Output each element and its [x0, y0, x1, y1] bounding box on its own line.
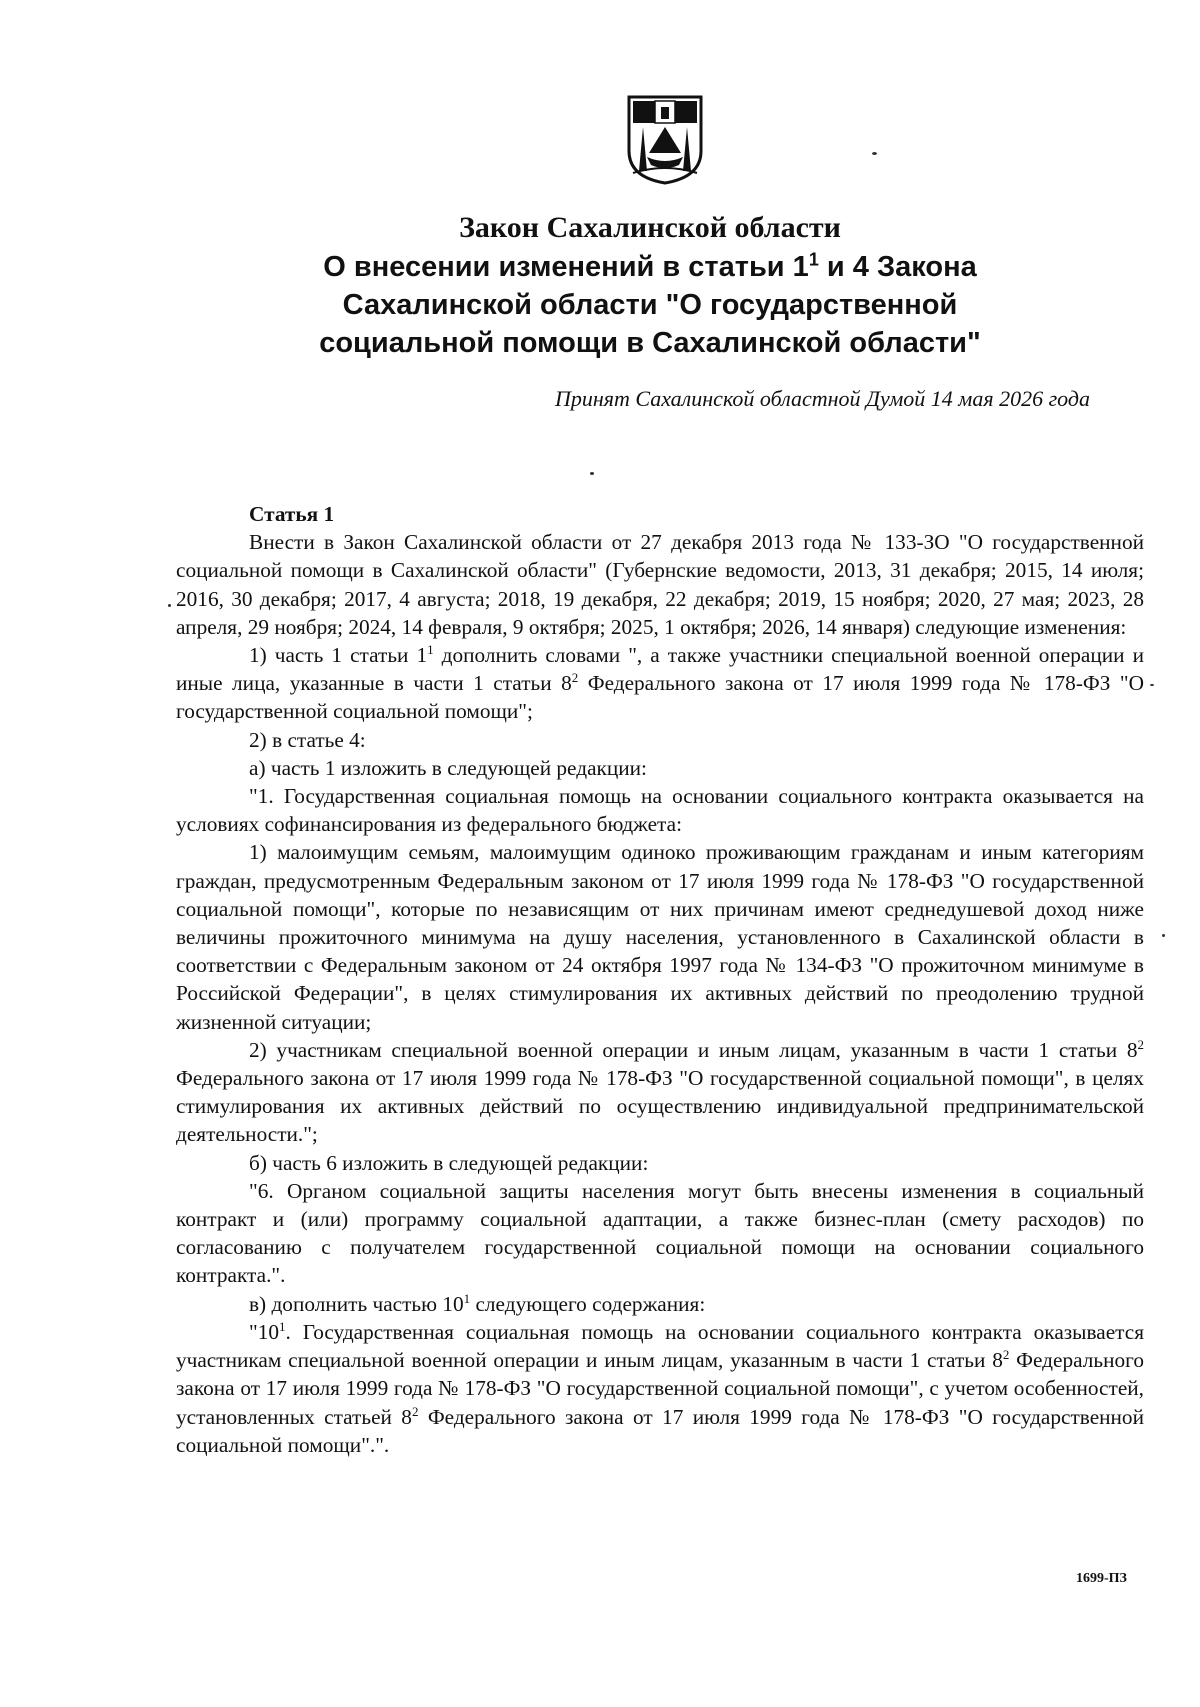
document-body — [176, 500, 1144, 1459]
title-line-3: Сахалинской области "О государственной — [342, 289, 958, 321]
quote-part-1: "1. Государственная социальная помощь на основании социального контракта оказывается на условиях софинансирования из федерального бюджета: — [176, 784, 1144, 837]
title-line-4: социальной помощи в Сахалинской области" — [319, 327, 981, 359]
title-line-2: О внесении изменений в статьи $1^1$ и 4 Закона — [323, 249, 977, 283]
paragraph-item-2b: б) часть 6 изложить в следующей редакции: — [249, 1150, 649, 1175]
title-law-name: Закон Сахалинской области — [459, 211, 841, 244]
scan-speck — [1162, 934, 1165, 937]
paragraph-item-1: 1) часть 1 статьи $1^1$ дополнить словами ", а также участники специальной военной операции и иные лица, указанные в части 1 статьи $8^2$ Федерального закона от 17 июля 1999 года № 178-ФЗ "О государственной социальной помощи"; — [176, 641, 1144, 724]
quote-part-10-1: "$10^1$. Государственная социальная помощь на основании социального контракта оказывается участникам специальной военной операции и иным лицам, указанным в части 1 статьи $8^2$ Федерального закона от 17 июля 1999 года № 178-ФЗ "О государственной социальной помощи", с учетом особенностей, установленных статьей $8^2$ Федерального закона от 17 июля 1999 года № 178-ФЗ "О государственной социальной помощи".". — [176, 1318, 1144, 1457]
paragraph-item-2a: а) часть 1 изложить в следующей редакции: — [249, 755, 647, 780]
scan-speck — [168, 604, 171, 607]
document-title — [190, 208, 1110, 362]
quote-part-1-item-2: 2) участникам специальной военной операции и иным лицам, указанным в части 1 статьи $8^2$ Федерального закона от 17 июля 1999 года № 178-ФЗ "О государственной социальной помощи", в целях стимулирования их активных действий по осуществлению индивидуальной предпринимательской деятельности."; — [176, 1036, 1144, 1147]
scan-speck — [872, 152, 877, 155]
article-heading: Статья 1 — [249, 502, 335, 526]
scan-speck — [590, 472, 594, 475]
article-intro: Внести в Закон Сахалинской области от 27 декабря 2013 года № 133-ЗО "О государственной социальной помощи в Сахалинской области" (Губернские ведомости, 2013, 31 декабря; 2015, 14 июля; 2016, 30 декабря; 2017, 4 августа; 2018, 19 декабря, 22 декабря; 2019, 15 ноября; 2020, 27 мая; 2023, 28 апреля, 29 ноября; 2024, 14 февраля, 9 октября; 2025, 1 октября; 2026, 14 января) следующие изменения: — [176, 530, 1144, 639]
paragraph-item-2c: в) дополнить частью $10^1$ следующего содержания: — [249, 1290, 706, 1316]
paragraph-item-2: 2) в статье 4: — [249, 727, 366, 752]
quote-part-6: "6. Органом социальной защиты населения могут быть внесены изменения в социальный контракт и (или) программу социальной адаптации, а также бизнес-план (смету расходов) по согласованию с получателем государственной социальной помощи на основании социального контракта.". — [176, 1178, 1144, 1288]
scan-speck — [1150, 684, 1154, 686]
coat-of-arms-icon — [625, 93, 705, 185]
document-code: 1699-ПЗ — [1076, 1571, 1127, 1586]
adoption-note: Принят Сахалинской областной Думой 14 мая 2026 года — [554, 386, 1090, 411]
quote-part-1-item-1: 1) малоимущим семьям, малоимущим одиноко проживающим гражданам и иным категориям граждан, предусмотренным Федеральным законом от 17 июля 1999 года № 178-ФЗ "О государственной социальной помощи", которые по независящим от них причинам имеют среднедушевой доход ниже величины прожиточного минимума на душу населения, установленного в Сахалинской области в соответствии с Федеральным законом от 24 октября 1997 года № 134-ФЗ "О прожиточном минимуме в Российской Федерации", в целях стимулирования их активных действий по преодолению трудной жизненной ситуации; — [176, 840, 1144, 1034]
